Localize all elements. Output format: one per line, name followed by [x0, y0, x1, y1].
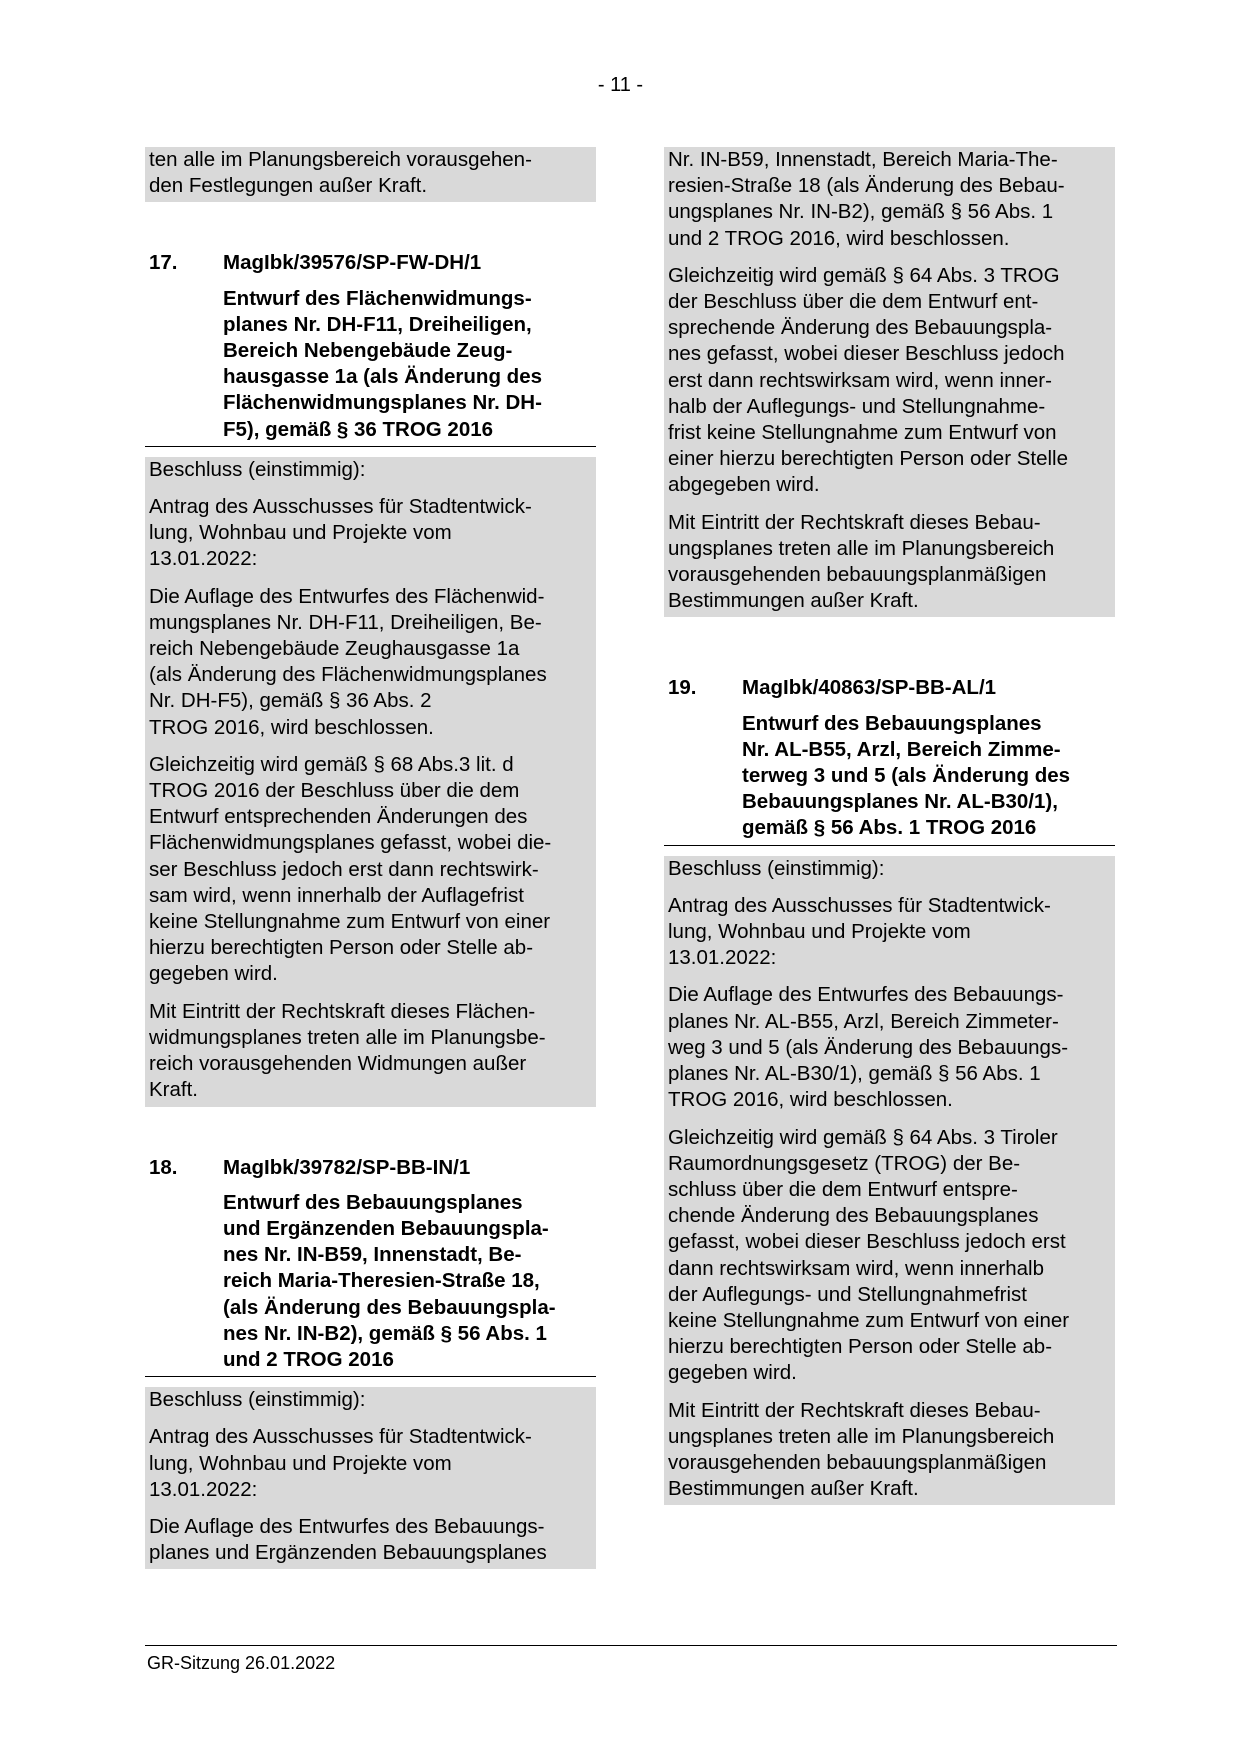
text-line: den Festlegungen außer Kraft.	[149, 174, 428, 198]
paragraph	[149, 752, 592, 988]
text-line: vorausgehenden bebauungsplanmäßigen	[668, 1450, 1047, 1474]
text-line: Flächenwidmungsplanes gefasst, wobei die-	[149, 831, 552, 855]
text-line: Mit Eintritt der Rechtskraft dieses Flächen-	[149, 999, 536, 1023]
page-number: - 11 -	[597, 74, 644, 96]
paragraph	[149, 1387, 592, 1413]
text-line: sam wird, wenn innerhalb der Auflagefrist	[149, 883, 524, 907]
text-line: und Ergänzenden Bebauungspla-	[223, 1216, 549, 1240]
text-line: Entwurf des Bebauungsplanes	[742, 711, 1042, 735]
paragraph	[668, 982, 1111, 1113]
paragraph	[149, 457, 592, 483]
decision-block	[145, 1387, 596, 1569]
item-code: MagIbk/40863/SP-BB-AL/1	[742, 676, 997, 700]
text-line: lung, Wohnbau und Projekte vom	[149, 1451, 452, 1475]
text-line: Nr. AL-B55, Arzl, Bereich Zimme-	[742, 737, 1061, 761]
text-line: Gleichzeitig wird gemäß § 68 Abs.3 lit. d	[149, 752, 514, 776]
item-title-block	[664, 711, 1115, 846]
item-number: 17.	[149, 251, 178, 275]
paragraph	[149, 1424, 592, 1503]
text-line: Bestimmungen außer Kraft.	[668, 1477, 919, 1501]
item-header	[145, 250, 596, 276]
item-title-block	[145, 286, 596, 447]
text-line: TROG 2016, wird beschlossen.	[668, 1088, 953, 1112]
footer-text: GR-Sitzung 26.01.2022	[147, 1653, 336, 1673]
text-line: Flächenwidmungsplanes Nr. DH-	[223, 391, 542, 415]
paragraph	[668, 856, 1111, 882]
text-line: Bestimmungen außer Kraft.	[668, 589, 919, 613]
text-line: hausgasse 1a (als Änderung des	[223, 365, 543, 389]
item-code: MagIbk/39782/SP-BB-IN/1	[223, 1155, 471, 1179]
text-line: gefasst, wobei dieser Beschluss jedoch erst	[668, 1230, 1066, 1254]
text-line: gegeben wird.	[149, 962, 278, 986]
paragraph	[668, 263, 1111, 499]
text-line: terweg 3 und 5 (als Änderung des	[742, 764, 1071, 788]
decision-block	[145, 457, 596, 1107]
text-line: gemäß § 56 Abs. 1 TROG 2016	[742, 816, 1037, 840]
text-line: erst dann rechtswirksam wird, wenn inner-	[668, 368, 1052, 392]
text-line: Antrag des Ausschusses für Stadtentwick-	[149, 1425, 532, 1449]
paragraph	[149, 999, 592, 1104]
item-title	[223, 286, 596, 443]
text-line: ungsplanes treten alle im Planungsbereich	[668, 1424, 1055, 1448]
right-column	[664, 147, 1115, 1505]
text-line: nes gefasst, wobei dieser Beschluss jedoch	[668, 342, 1065, 366]
text-line: (als Änderung des Flächenwidmungsplanes	[149, 663, 547, 687]
text-line: Bereich Nebengebäude Zeug-	[223, 339, 513, 363]
text-line: sprechende Änderung des Bebauungspla-	[668, 316, 1053, 340]
text-line: lung, Wohnbau und Projekte vom	[149, 521, 452, 545]
text-line: ten alle im Planungsbereich vorausgehen-	[149, 148, 532, 171]
text-line: mungsplanes Nr. DH-F11, Dreiheiligen, Be-	[149, 610, 542, 634]
text-line: keine Stellungnahme zum Entwurf von einer	[149, 910, 551, 934]
item-title	[223, 1190, 596, 1373]
text-line: Gleichzeitig wird gemäß § 64 Abs. 3 Tiroler	[668, 1125, 1058, 1149]
text-line: der Auflegungs- und Stellungnahmefrist	[668, 1282, 1027, 1306]
text-line: Die Auflage des Entwurfes des Bebauungs-	[149, 1514, 545, 1538]
paragraph	[668, 893, 1111, 972]
text-line: Entwurf entsprechenden Änderungen des	[149, 805, 528, 829]
text-line: Entwurf des Bebauungsplanes	[223, 1190, 523, 1214]
text-line: planes Nr. AL-B30/1), gemäß § 56 Abs. 1	[668, 1062, 1041, 1086]
text-line: lung, Wohnbau und Projekte vom	[668, 920, 971, 944]
text-line: reich vorausgehenden Widmungen außer	[149, 1052, 527, 1076]
text-line: der Beschluss über die dem Entwurf ent-	[668, 290, 1039, 314]
text-line: Antrag des Ausschusses für Stadtentwick-	[668, 893, 1051, 917]
text-line: Mit Eintritt der Rechtskraft dieses Bebau-	[668, 510, 1041, 534]
text-line: abgegeben wird.	[668, 473, 820, 497]
item-code: MagIbk/39576/SP-FW-DH/1	[223, 251, 482, 275]
text-line: ungsplanes Nr. IN-B2), gemäß § 56 Abs. 1	[668, 200, 1054, 224]
text-line: und 2 TROG 2016	[223, 1347, 394, 1371]
item-number: 19.	[668, 676, 697, 700]
text-line: (als Änderung des Bebauungspla-	[223, 1295, 556, 1319]
item-number: 18.	[149, 1155, 178, 1179]
text-line: reich Maria-Theresien-Straße 18,	[223, 1269, 540, 1293]
item-header	[145, 1155, 596, 1181]
text-line: gegeben wird.	[668, 1361, 797, 1385]
text-line: Raumordnungsgesetz (TROG) der Be-	[668, 1151, 1021, 1175]
text-line: Die Auflage des Entwurfes des Flächenwid-	[149, 584, 545, 608]
text-line: reich Nebengebäude Zeughausgasse 1a	[149, 637, 520, 661]
paragraph	[668, 1398, 1111, 1503]
text-line: ser Beschluss jedoch erst dann rechtswirk-	[149, 857, 539, 881]
text-line: Entwurf des Flächenwidmungs-	[223, 286, 532, 310]
text-line: Beschluss (einstimmig):	[668, 856, 885, 880]
text-line: planes Nr. DH-F11, Dreiheiligen,	[223, 312, 532, 336]
text-line: TROG 2016 der Beschluss über die dem	[149, 779, 520, 803]
text-line: Beschluss (einstimmig):	[149, 1388, 366, 1412]
text-line: Kraft.	[149, 1078, 198, 1102]
intro-block	[145, 147, 596, 202]
continuation-block	[664, 147, 1115, 617]
text-line: 13.01.2022:	[149, 547, 258, 571]
text-line: TROG 2016, wird beschlossen.	[149, 715, 434, 739]
text-line: nes Nr. IN-B59, Innenstadt, Be-	[223, 1243, 522, 1267]
text-line: Antrag des Ausschusses für Stadtentwick-	[149, 495, 532, 519]
text-line: hierzu berechtigten Person oder Stelle ab-	[149, 936, 534, 960]
text-line: 13.01.2022:	[668, 946, 777, 970]
text-line: Mit Eintritt der Rechtskraft dieses Bebau-	[668, 1398, 1041, 1422]
text-line: nes Nr. IN-B2), gemäß § 56 Abs. 1	[223, 1321, 547, 1345]
decision-block	[664, 856, 1115, 1506]
text-line: und 2 TROG 2016, wird beschlossen.	[668, 226, 1010, 250]
agenda-item-17	[145, 250, 596, 1106]
paragraph	[149, 584, 592, 741]
item-header	[664, 675, 1115, 701]
text-line: Nr. IN-B59, Innenstadt, Bereich Maria-The-	[668, 148, 1058, 171]
text-line: Bebauungsplanes Nr. AL-B30/1),	[742, 790, 1058, 814]
text-line: Beschluss (einstimmig):	[149, 457, 366, 481]
text-line: planes und Ergänzenden Bebauungsplanes	[149, 1541, 547, 1565]
text-line: planes Nr. AL-B55, Arzl, Bereich Zimmeter-	[668, 1009, 1059, 1033]
text-line: frist keine Stellungnahme zum Entwurf von	[668, 421, 1057, 445]
text-line: chende Änderung des Bebauungsplanes	[668, 1204, 1039, 1228]
agenda-item-18	[145, 1155, 596, 1570]
footer-rule	[145, 1645, 1117, 1646]
text-line: F5), gemäß § 36 TROG 2016	[223, 417, 494, 441]
text-line: 13.01.2022:	[149, 1477, 258, 1501]
text-line: Gleichzeitig wird gemäß § 64 Abs. 3 TROG	[668, 263, 1060, 287]
text-line: halb der Auflegungs- und Stellungnahme-	[668, 394, 1046, 418]
paragraph	[668, 147, 1111, 252]
paragraph	[149, 1514, 592, 1566]
item-title	[742, 711, 1115, 842]
text-line: hierzu berechtigten Person oder Stelle ab-	[668, 1335, 1053, 1359]
paragraph	[668, 510, 1111, 615]
paragraph	[149, 494, 592, 573]
text-line: Nr. DH-F5), gemäß § 36 Abs. 2	[149, 689, 432, 713]
text-line: Die Auflage des Entwurfes des Bebauungs-	[668, 983, 1064, 1007]
text-line: weg 3 und 5 (als Änderung des Bebauungs-	[668, 1035, 1069, 1059]
text-line: einer hierzu berechtigten Person oder Stelle	[668, 447, 1068, 471]
text-line: vorausgehenden bebauungsplanmäßigen	[668, 563, 1047, 587]
text-line: keine Stellungnahme zum Entwurf von einer	[668, 1308, 1070, 1332]
text-line: dann rechtswirksam wird, wenn innerhalb	[668, 1256, 1045, 1280]
text-line: resien-Straße 18 (als Änderung des Bebau-	[668, 174, 1065, 198]
item-title-block	[145, 1190, 596, 1377]
paragraph	[149, 147, 592, 199]
paragraph	[668, 1125, 1111, 1387]
agenda-item-19	[664, 675, 1115, 1505]
left-column	[145, 147, 596, 1569]
text-line: schluss über die dem Entwurf entspre-	[668, 1177, 1018, 1201]
text-line: widmungsplanes treten alle im Planungsbe-	[149, 1025, 546, 1049]
text-line: ungsplanes treten alle im Planungsbereich	[668, 536, 1055, 560]
